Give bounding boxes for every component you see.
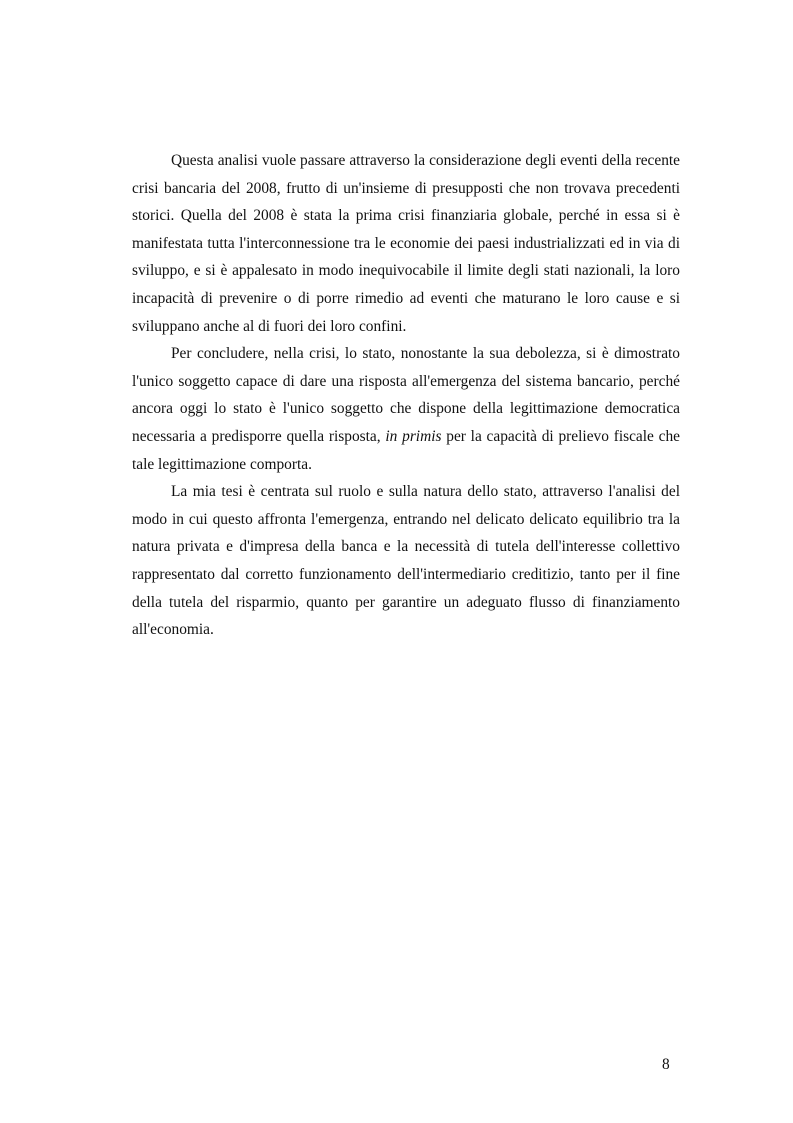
paragraph-2 xyxy=(132,340,680,478)
paragraph-2-text-end: per la capacità di prelievo fiscale che tale legittimazione comporta. xyxy=(132,427,680,473)
paragraph-3: La mia tesi è centrata sul ruolo e sulla natura dello stato, attraverso l'analisi del modo in cui questo affronta l'emergenza, entrando nel delicato delicato equilibrio tra la natura privata e d'impresa della banca e la necessità di tutela dell'interesse collettivo rappresentato dal corretto funzionamento dell'intermediario creditizio, tanto per il fine della tutela del risparmio, quanto per garantire un adeguato flusso di finanziamento all'economia. xyxy=(132,483,680,639)
page-number: 8 xyxy=(662,1056,670,1073)
paragraph-1: Questa analisi vuole passare attraverso la considerazione degli eventi della recente crisi bancaria del 2008, frutto di un'insieme di presupposti che non trovava precedenti storici. Quella del 2008 è stata la prima crisi finanziaria globale, perché in essa si è manifestata tutta l'interconnessione tra le economie dei paesi industrializzati ed in via di sviluppo, e si è appalesato in modo inequivocabile il limite degli stati nazionali, la loro incapacità di prevenire o di porre rimedio ad eventi che maturano le loro cause e si sviluppano anche al di fuori dei loro confini. xyxy=(132,152,680,335)
body-text xyxy=(132,147,680,644)
paragraph-2-italic-phrase: in primis xyxy=(385,427,442,445)
paragraph-2-text-start: Per concludere, nella crisi, lo stato, nonostante la sua debolezza, si è dimostrato l'unico soggetto capace di dare una risposta all'emergenza del sistema bancario, perché ancora oggi lo stato è l'unico soggetto che dispone della legittimazione democratica necessaria a predisporre quella risposta, xyxy=(132,345,680,445)
